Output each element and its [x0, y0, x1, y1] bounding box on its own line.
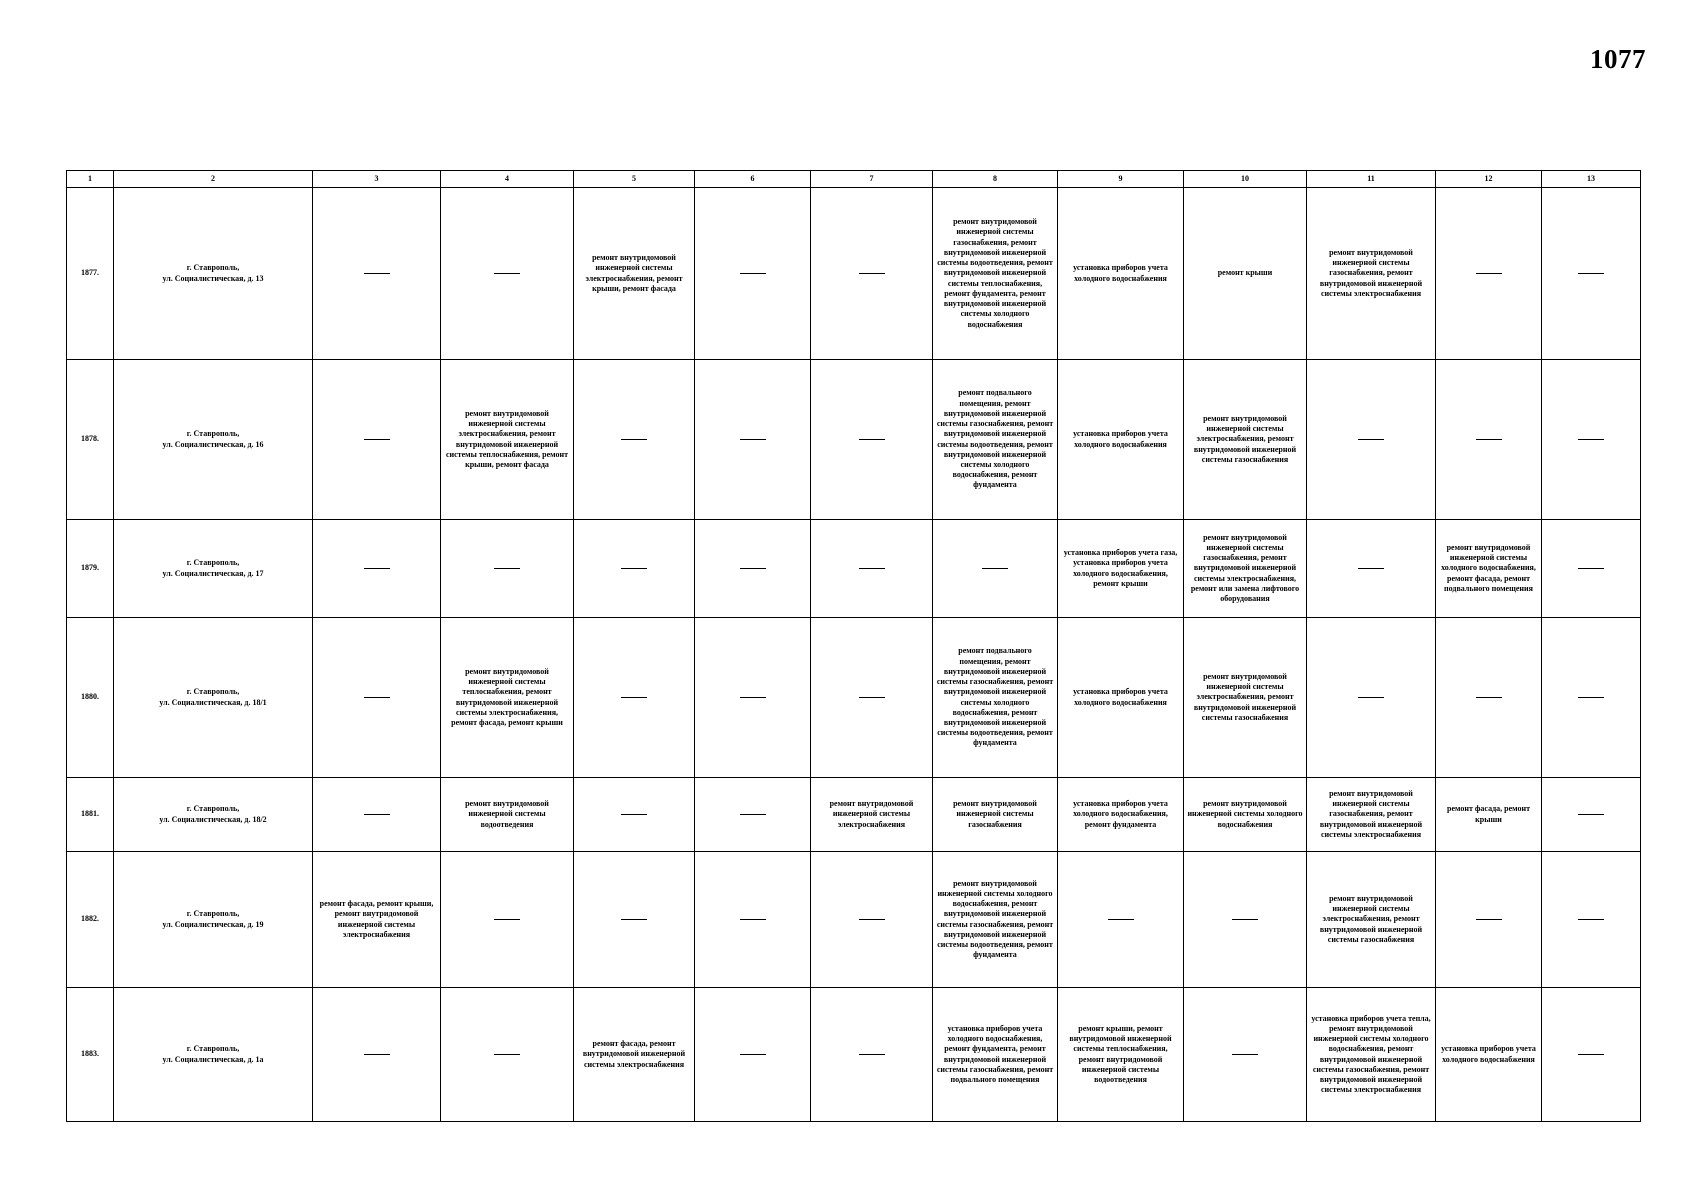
- work-cell: [811, 188, 933, 360]
- work-description: ремонт подвального помещения, ремонт внутридомовой инженерной системы газоснабжения, ремонт внутридомовой инженерной системы холодного водоснабжения, ремонт внутридомовой инженерной системы водоотведения, ремонт фундамента: [936, 646, 1054, 748]
- row-number: 1881.: [67, 778, 114, 852]
- work-description: ремонт внутридомовой инженерной системы газоснабжения, ремонт внутридомовой инженерной системы электроснабжения, ремонт или замена лифтового оборудования: [1190, 532, 1300, 604]
- empty-dash: [1358, 439, 1384, 440]
- column-number: 8: [933, 171, 1058, 188]
- work-description: ремонт внутридомовой инженерной системы газоснабжения, ремонт внутридомовой инженерной системы электроснабжения: [1319, 788, 1423, 839]
- work-cell: [441, 778, 574, 852]
- row-number: 1880.: [67, 618, 114, 778]
- work-cell: [695, 618, 811, 778]
- work-cell: [695, 360, 811, 520]
- address-street: ул. Социалистическая, д. 13: [162, 273, 264, 283]
- row-number: 1877.: [67, 188, 114, 360]
- row-number: 1882.: [67, 852, 114, 988]
- repair-schedule-table: [66, 170, 1641, 1122]
- work-description: ремонт внутридомовой инженерной системы газоснабжения, ремонт внутридомовой инженерной системы электроснабжения: [1319, 247, 1423, 298]
- work-cell: [1542, 520, 1641, 618]
- work-description: ремонт внутридомовой инженерной системы теплоснабжения, ремонт внутридомовой инженерной системы электроснабжения, ремонт фасада, ремонт крыши: [451, 666, 563, 727]
- empty-dash: [859, 697, 885, 698]
- work-cell: [811, 988, 933, 1122]
- address-cell: [114, 988, 313, 1122]
- work-cell: [811, 618, 933, 778]
- empty-dash: [740, 273, 766, 274]
- work-description: ремонт внутридомовой инженерной системы газоснабжения: [953, 799, 1037, 829]
- empty-dash: [859, 273, 885, 274]
- address-cell: [114, 778, 313, 852]
- column-number: 2: [114, 171, 313, 188]
- work-cell: [1184, 852, 1307, 988]
- work-description: ремонт фасада, ремонт внутридомовой инженерной системы электроснабжения: [582, 1039, 686, 1069]
- work-cell: [313, 618, 441, 778]
- column-number: 5: [574, 171, 695, 188]
- table-row: [67, 778, 1641, 852]
- empty-dash: [364, 1054, 390, 1055]
- work-cell: [933, 988, 1058, 1122]
- work-cell: [695, 188, 811, 360]
- address-street: ул. Социалистическая, д. 1а: [162, 1054, 264, 1064]
- column-number: 3: [313, 171, 441, 188]
- work-cell: [441, 520, 574, 618]
- address-city: г. Ставрополь,: [186, 429, 240, 439]
- work-cell: [574, 360, 695, 520]
- work-cell: [574, 188, 695, 360]
- column-number: 13: [1542, 171, 1641, 188]
- address-cell: [114, 360, 313, 520]
- empty-dash: [859, 919, 885, 920]
- address-street: ул. Социалистическая, д. 19: [162, 919, 264, 929]
- work-description: установка приборов учета холодного водоснабжения: [1441, 1044, 1536, 1064]
- empty-dash: [1578, 439, 1604, 440]
- work-description: установка приборов учета газа, установка приборов учета холодного водоснабжения, ремонт крыши: [1063, 548, 1178, 588]
- work-cell: [574, 778, 695, 852]
- work-cell: [933, 852, 1058, 988]
- address-street: ул. Социалистическая, д. 16: [162, 439, 264, 449]
- column-number-row: [67, 171, 1641, 188]
- address-city: г. Ставрополь,: [186, 687, 240, 697]
- empty-dash: [740, 697, 766, 698]
- work-cell: [933, 188, 1058, 360]
- work-cell: [695, 852, 811, 988]
- empty-dash: [364, 697, 390, 698]
- work-cell: [811, 360, 933, 520]
- work-cell: [933, 618, 1058, 778]
- empty-dash: [1476, 919, 1502, 920]
- address-street: ул. Социалистическая, д. 17: [162, 568, 264, 578]
- address-city: г. Ставрополь,: [186, 263, 240, 273]
- column-number: 11: [1307, 171, 1436, 188]
- work-description: ремонт крыши, ремонт внутридомовой инженерной системы теплоснабжения, ремонт внутридомовой инженерной системы водоотведения: [1069, 1023, 1172, 1084]
- empty-dash: [364, 568, 390, 569]
- work-cell: [313, 778, 441, 852]
- work-cell: [1436, 360, 1542, 520]
- work-cell: [811, 852, 933, 988]
- work-cell: [933, 360, 1058, 520]
- empty-dash: [1476, 273, 1502, 274]
- work-cell: [574, 988, 695, 1122]
- work-cell: [1542, 618, 1641, 778]
- address-cell: [114, 618, 313, 778]
- work-cell: [1307, 852, 1436, 988]
- address-city: г. Ставрополь,: [186, 804, 240, 814]
- work-cell: [1307, 988, 1436, 1122]
- work-cell: [574, 618, 695, 778]
- table-row: [67, 520, 1641, 618]
- empty-dash: [364, 439, 390, 440]
- work-cell: [313, 988, 441, 1122]
- empty-dash: [494, 919, 520, 920]
- empty-dash: [740, 919, 766, 920]
- column-number: 7: [811, 171, 933, 188]
- work-cell: [1184, 520, 1307, 618]
- empty-dash: [1476, 439, 1502, 440]
- work-cell: [1307, 778, 1436, 852]
- empty-dash: [1578, 568, 1604, 569]
- empty-dash: [1578, 697, 1604, 698]
- work-description: ремонт внутридомовой инженерной системы холодного водоснабжения: [1187, 799, 1303, 829]
- work-description: установка приборов учета холодного водоснабжения, ремонт фундамента: [1073, 799, 1168, 829]
- column-number: 6: [695, 171, 811, 188]
- work-cell: [1307, 188, 1436, 360]
- work-cell: [1184, 988, 1307, 1122]
- column-number: 4: [441, 171, 574, 188]
- column-number: 12: [1436, 171, 1542, 188]
- work-cell: [574, 852, 695, 988]
- work-description: ремонт внутридомовой инженерной системы холодного водоснабжения, ремонт фасада, ремонт подвального помещения: [1441, 542, 1536, 593]
- work-description: ремонт внутридомовой инженерной системы электроснабжения, ремонт внутридомовой инженерной системы газоснабжения: [1193, 413, 1297, 464]
- work-cell: [1058, 188, 1184, 360]
- table-body: [67, 171, 1641, 1122]
- work-cell: [695, 778, 811, 852]
- work-description: ремонт внутридомовой инженерной системы электроснабжения, ремонт внутридомовой инженерной системы теплоснабжения, ремонт крыши, ремонт фасада: [445, 408, 569, 469]
- work-cell: [933, 778, 1058, 852]
- work-cell: [1058, 618, 1184, 778]
- row-number: 1878.: [67, 360, 114, 520]
- empty-dash: [859, 568, 885, 569]
- work-cell: [811, 778, 933, 852]
- work-description: ремонт внутридомовой инженерной системы газоснабжения, ремонт внутридомовой инженерной системы водоотведения, ремонт внутридомовой инженерной системы теплоснабжения, ремонт фундамента, ремонт внутридомовой инженерной системы холодного водоснабжения: [937, 217, 1053, 329]
- work-cell: [1436, 188, 1542, 360]
- work-cell: [1058, 360, 1184, 520]
- table-row: [67, 852, 1641, 988]
- work-cell: [441, 188, 574, 360]
- empty-dash: [1476, 697, 1502, 698]
- work-cell: [1436, 520, 1542, 618]
- work-cell: [1542, 188, 1641, 360]
- work-description: установка приборов учета тепла, ремонт внутридомовой инженерной системы холодного водоснабжения, ремонт внутридомовой инженерной системы газоснабжения, ремонт внутридомовой инженерной системы электроснабжения: [1311, 1013, 1431, 1095]
- work-cell: [695, 988, 811, 1122]
- work-cell: [1542, 852, 1641, 988]
- address-street: ул. Социалистическая, д. 18/1: [159, 697, 267, 707]
- column-number: 10: [1184, 171, 1307, 188]
- empty-dash: [621, 919, 647, 920]
- work-cell: [1307, 618, 1436, 778]
- work-cell: [441, 360, 574, 520]
- work-cell: [1184, 778, 1307, 852]
- work-description: установка приборов учета холодного водоснабжения: [1073, 687, 1168, 707]
- empty-dash: [1578, 273, 1604, 274]
- work-cell: [313, 188, 441, 360]
- empty-dash: [740, 1054, 766, 1055]
- empty-dash: [1578, 919, 1604, 920]
- work-description: ремонт внутридомовой инженерной системы электроснабжения, ремонт внутридомовой инженерной системы газоснабжения: [1193, 671, 1297, 722]
- empty-dash: [859, 1054, 885, 1055]
- table-row: [67, 188, 1641, 360]
- empty-dash: [1578, 814, 1604, 815]
- address-city: г. Ставрополь,: [186, 1044, 240, 1054]
- address-cell: [114, 852, 313, 988]
- empty-dash: [1358, 697, 1384, 698]
- empty-dash: [740, 814, 766, 815]
- empty-dash: [364, 273, 390, 274]
- empty-dash: [494, 273, 520, 274]
- work-cell: [933, 520, 1058, 618]
- empty-dash: [1108, 919, 1134, 920]
- work-description: ремонт подвального помещения, ремонт внутридомовой инженерной системы газоснабжения, ремонт внутридомовой инженерной системы водоотведения, ремонт внутридомовой инженерной системы холодного водоснабжения, ремонт фундамента: [936, 388, 1054, 490]
- work-description: установка приборов учета холодного водоснабжения, ремонт фундамента, ремонт внутридомовой инженерной системы газоснабжения, ремонт подвального помещения: [936, 1023, 1054, 1084]
- work-cell: [1436, 852, 1542, 988]
- work-description: ремонт внутридомовой инженерной системы электроснабжения, ремонт внутридомовой инженерной системы газоснабжения: [1319, 893, 1423, 944]
- work-description: ремонт внутридомовой инженерной системы водоотведения: [465, 799, 549, 829]
- work-cell: [441, 852, 574, 988]
- work-cell: [313, 360, 441, 520]
- empty-dash: [621, 439, 647, 440]
- work-cell: [441, 988, 574, 1122]
- work-description: ремонт внутридомовой инженерной системы электроснабжения: [829, 799, 914, 829]
- row-number: 1883.: [67, 988, 114, 1122]
- table-row: [67, 988, 1641, 1122]
- work-cell: [574, 520, 695, 618]
- empty-dash: [494, 1054, 520, 1055]
- work-cell: [811, 520, 933, 618]
- address-cell: [114, 520, 313, 618]
- table-row: [67, 618, 1641, 778]
- work-cell: [1058, 520, 1184, 618]
- empty-dash: [1358, 568, 1384, 569]
- work-cell: [313, 520, 441, 618]
- empty-dash: [1232, 1054, 1258, 1055]
- row-number: 1879.: [67, 520, 114, 618]
- empty-dash: [621, 814, 647, 815]
- work-cell: [1542, 778, 1641, 852]
- work-cell: [1436, 618, 1542, 778]
- work-cell: [1307, 520, 1436, 618]
- work-description: ремонт внутридомовой инженерной системы электроснабжения, ремонт крыши, ремонт фасада: [585, 253, 683, 293]
- work-cell: [1058, 988, 1184, 1122]
- work-cell: [313, 852, 441, 988]
- work-description: установка приборов учета холодного водоснабжения: [1073, 263, 1168, 283]
- page-number: 1077: [1590, 44, 1646, 74]
- address-city: г. Ставрополь,: [186, 558, 240, 568]
- work-cell: [1058, 778, 1184, 852]
- address-city: г. Ставрополь,: [186, 909, 240, 919]
- address-street: ул. Социалистическая, д. 18/2: [159, 814, 267, 824]
- column-number: 1: [67, 171, 114, 188]
- work-description: ремонт внутридомовой инженерной системы холодного водоснабжения, ремонт внутридомовой инженерной системы газоснабжения, ремонт внутридомовой инженерной системы водоотведения, ремонт фундамента: [936, 878, 1054, 960]
- address-cell: [114, 188, 313, 360]
- work-cell: [1542, 360, 1641, 520]
- empty-dash: [621, 697, 647, 698]
- work-description: ремонт крыши: [1217, 268, 1273, 278]
- work-description: установка приборов учета холодного водоснабжения: [1073, 429, 1168, 449]
- empty-dash: [740, 439, 766, 440]
- empty-dash: [740, 568, 766, 569]
- empty-dash: [1578, 1054, 1604, 1055]
- work-description: ремонт фасада, ремонт крыши: [1447, 804, 1530, 824]
- work-cell: [441, 618, 574, 778]
- work-cell: [1184, 618, 1307, 778]
- empty-dash: [1232, 919, 1258, 920]
- empty-dash: [859, 439, 885, 440]
- work-cell: [695, 520, 811, 618]
- work-cell: [1058, 852, 1184, 988]
- table-row: [67, 360, 1641, 520]
- work-description: ремонт фасада, ремонт крыши, ремонт внутридомовой инженерной системы электроснабжения: [319, 899, 434, 939]
- work-cell: [1184, 360, 1307, 520]
- empty-dash: [982, 568, 1008, 569]
- work-cell: [1436, 778, 1542, 852]
- column-number: 9: [1058, 171, 1184, 188]
- work-cell: [1436, 988, 1542, 1122]
- empty-dash: [621, 568, 647, 569]
- work-cell: [1307, 360, 1436, 520]
- work-cell: [1184, 188, 1307, 360]
- empty-dash: [364, 814, 390, 815]
- work-cell: [1542, 988, 1641, 1122]
- empty-dash: [494, 568, 520, 569]
